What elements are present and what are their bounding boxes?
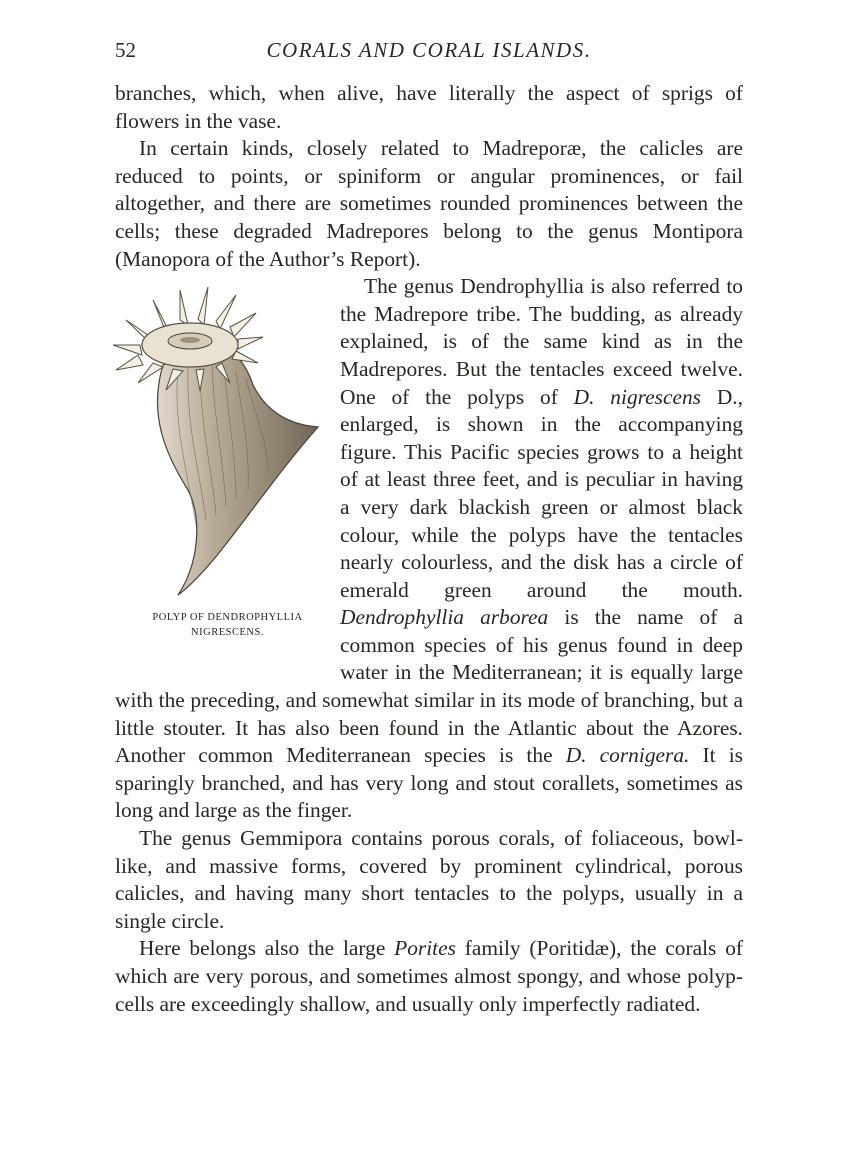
paragraph	[115, 935, 743, 1018]
text-segment: In certain kinds, closely related to Madreporæ, the calicles are reduced to points, or spiniform or angular prominences, or fail altogether, and there are sometimes rounded prominences between the cells; these degraded Madrepores belong to the genus Montipora (Manopora of the Author’s Report).	[115, 136, 743, 271]
paragraph	[115, 273, 743, 825]
text-segment: It is sparingly branched, and has very long and stout corallets, sometimes as long and large as the finger.	[115, 743, 744, 823]
text-segment: The genus Dendrophyllia is also referred to the Madrepore tribe. The budding, as already explained, is of the same kind as in the Madrepores. But the tentacles exceed twelve. One of the polyps of	[340, 274, 743, 409]
text-segment: The genus Gemmipora contains porous corals, of foliaceous, bowl-like, and massive forms, covered by prominent cylindrical, porous calicles, and having many short tentacles to the polyps, usually in a single circle.	[115, 826, 743, 933]
italic-text: D. cornigera.	[565, 743, 690, 768]
italic-text: Porites	[394, 936, 456, 961]
caption-line-2: NIGRESCENS.	[191, 627, 264, 639]
page-header	[115, 38, 743, 68]
polyp-illustration-icon	[108, 275, 323, 610]
italic-text: Dendrophyllia arborea	[340, 605, 549, 630]
text-segment: branches, which, when alive, have literally the aspect of sprigs of flowers in the vase.	[115, 81, 743, 133]
page-number: 52	[115, 38, 136, 62]
paragraph	[115, 80, 743, 135]
text-segment: D., enlarged, is shown in the accompanying figure. This Pacific species grows to a height of at least three feet, and is peculiar in having a very dark blackish green or almost black colour, while the polyps have the tentacles nearly colourless, and the disk has a circle of emerald green around the mouth.	[340, 384, 743, 602]
body-text	[115, 80, 743, 1018]
paragraph	[115, 825, 743, 935]
caption-line-1: POLYP OF DENDROPHYLLIA	[152, 612, 303, 624]
paragraph	[115, 135, 743, 273]
text-segment: Here belongs also the large	[139, 936, 395, 961]
text-segment: is the name of a common species of his genus found in deep water in the Mediterranean; it is equally large with the preceding, and somewhat similar in its mode of branching, but a little stouter. It has also been found in the Atlantic about the Azores. Another common Mediterranean species is the	[115, 605, 743, 768]
italic-text: D. nigrescens	[573, 384, 701, 409]
polyp-figure	[103, 275, 328, 660]
running-title: CORALS AND CORAL ISLANDS.	[266, 38, 592, 62]
text-segment: family (Poritidæ), the corals of which are very porous, and sometimes almost spongy, and whose polyp-cells are exceedingly shallow, and usually only imperfectly radiated.	[115, 936, 744, 1016]
figure-caption	[103, 610, 328, 640]
